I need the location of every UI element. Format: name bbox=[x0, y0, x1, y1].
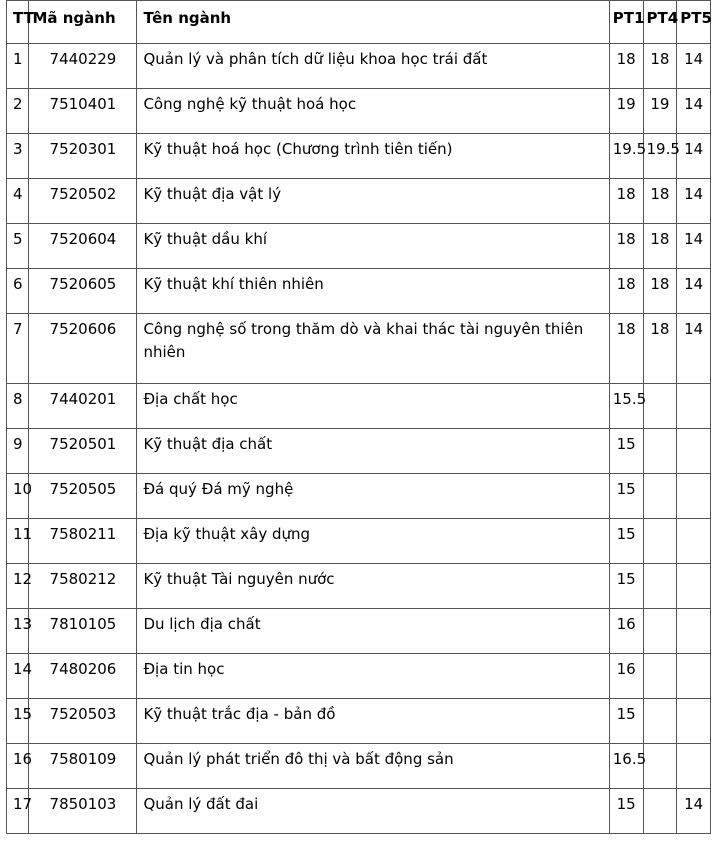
cell-code: 7520604 bbox=[29, 224, 137, 269]
cell-name: Địa kỹ thuật xây dựng bbox=[137, 519, 609, 564]
header-code: Mã ngành bbox=[29, 1, 137, 44]
cell-name: Đá quý Đá mỹ nghệ bbox=[137, 474, 609, 519]
cell-pt5 bbox=[677, 519, 711, 564]
table-row bbox=[7, 314, 711, 384]
table-row bbox=[7, 654, 711, 699]
cell-tt: 15 bbox=[7, 699, 29, 744]
cell-pt1: 15 bbox=[609, 519, 643, 564]
cell-pt4 bbox=[643, 609, 677, 654]
cell-pt5 bbox=[677, 384, 711, 429]
table-row bbox=[7, 134, 711, 179]
cell-pt1: 16.5 bbox=[609, 744, 643, 789]
cell-pt1: 18 bbox=[609, 224, 643, 269]
cell-tt: 10 bbox=[7, 474, 29, 519]
cell-tt: 8 bbox=[7, 384, 29, 429]
cell-code: 7520501 bbox=[29, 429, 137, 474]
cell-pt1: 16 bbox=[609, 609, 643, 654]
header-name: Tên ngành bbox=[137, 1, 609, 44]
cell-code: 7580212 bbox=[29, 564, 137, 609]
cell-tt: 16 bbox=[7, 744, 29, 789]
cell-pt1: 15 bbox=[609, 789, 643, 834]
cell-name: Quản lý và phân tích dữ liệu khoa học trái đất bbox=[137, 44, 609, 89]
cell-pt4: 18 bbox=[643, 269, 677, 314]
cell-pt5: 14 bbox=[677, 89, 711, 134]
cell-pt1: 15.5 bbox=[609, 384, 643, 429]
header-pt4: PT4 bbox=[643, 1, 677, 44]
cell-name: Công nghệ số trong thăm dò và khai thác tài nguyên thiên nhiên bbox=[137, 314, 609, 384]
cell-tt: 12 bbox=[7, 564, 29, 609]
cell-pt5: 14 bbox=[677, 179, 711, 224]
cell-tt: 4 bbox=[7, 179, 29, 224]
cell-pt4: 18 bbox=[643, 179, 677, 224]
cell-tt: 7 bbox=[7, 314, 29, 384]
table-body bbox=[7, 44, 711, 834]
cell-name: Quản lý phát triển đô thị và bất động sản bbox=[137, 744, 609, 789]
cell-pt1: 18 bbox=[609, 314, 643, 384]
table-row bbox=[7, 224, 711, 269]
cell-pt4 bbox=[643, 744, 677, 789]
cell-pt5: 14 bbox=[677, 44, 711, 89]
cell-tt: 6 bbox=[7, 269, 29, 314]
cell-tt: 3 bbox=[7, 134, 29, 179]
cell-code: 7520605 bbox=[29, 269, 137, 314]
cell-pt5: 14 bbox=[677, 224, 711, 269]
header-pt1: PT1 bbox=[609, 1, 643, 44]
cell-pt4 bbox=[643, 429, 677, 474]
cell-pt5: 14 bbox=[677, 314, 711, 384]
table-row bbox=[7, 269, 711, 314]
cell-pt1: 19.5 bbox=[609, 134, 643, 179]
cell-pt1: 15 bbox=[609, 564, 643, 609]
cell-pt4 bbox=[643, 789, 677, 834]
cell-pt4: 19 bbox=[643, 89, 677, 134]
cell-name: Quản lý đất đai bbox=[137, 789, 609, 834]
cell-pt5: 14 bbox=[677, 134, 711, 179]
cell-tt: 14 bbox=[7, 654, 29, 699]
table-row bbox=[7, 179, 711, 224]
cell-code: 7520301 bbox=[29, 134, 137, 179]
cell-pt4 bbox=[643, 654, 677, 699]
cell-name: Du lịch địa chất bbox=[137, 609, 609, 654]
cell-tt: 13 bbox=[7, 609, 29, 654]
cell-pt4 bbox=[643, 474, 677, 519]
cell-name: Kỹ thuật Tài nguyên nước bbox=[137, 564, 609, 609]
header-pt5: PT5 bbox=[677, 1, 711, 44]
cell-code: 7440229 bbox=[29, 44, 137, 89]
cell-name: Kỹ thuật hoá học (Chương trình tiên tiến) bbox=[137, 134, 609, 179]
cell-pt1: 16 bbox=[609, 654, 643, 699]
cell-pt1: 18 bbox=[609, 44, 643, 89]
cell-code: 7440201 bbox=[29, 384, 137, 429]
cell-pt4 bbox=[643, 384, 677, 429]
cell-pt4: 18 bbox=[643, 314, 677, 384]
cell-name: Địa tin học bbox=[137, 654, 609, 699]
cell-pt5 bbox=[677, 744, 711, 789]
cell-code: 7520502 bbox=[29, 179, 137, 224]
table-row bbox=[7, 789, 711, 834]
cell-code: 7480206 bbox=[29, 654, 137, 699]
cell-code: 7580109 bbox=[29, 744, 137, 789]
cell-pt5 bbox=[677, 429, 711, 474]
cell-pt5: 14 bbox=[677, 789, 711, 834]
cell-name: Kỹ thuật địa vật lý bbox=[137, 179, 609, 224]
cell-name: Công nghệ kỹ thuật hoá học bbox=[137, 89, 609, 134]
cell-pt4: 19.5 bbox=[643, 134, 677, 179]
cell-pt1: 18 bbox=[609, 179, 643, 224]
header-tt: TT bbox=[7, 1, 29, 44]
cell-pt5 bbox=[677, 699, 711, 744]
table-row bbox=[7, 384, 711, 429]
cell-tt: 11 bbox=[7, 519, 29, 564]
table-row bbox=[7, 429, 711, 474]
cell-name: Kỹ thuật địa chất bbox=[137, 429, 609, 474]
cell-pt5 bbox=[677, 654, 711, 699]
cell-tt: 5 bbox=[7, 224, 29, 269]
table-header-row bbox=[7, 1, 711, 44]
cell-code: 7580211 bbox=[29, 519, 137, 564]
table-row bbox=[7, 564, 711, 609]
cell-pt4: 18 bbox=[643, 224, 677, 269]
cell-name: Kỹ thuật khí thiên nhiên bbox=[137, 269, 609, 314]
cell-code: 7520505 bbox=[29, 474, 137, 519]
cell-code: 7520606 bbox=[29, 314, 137, 384]
table-row bbox=[7, 474, 711, 519]
cell-tt: 17 bbox=[7, 789, 29, 834]
table-row bbox=[7, 609, 711, 654]
cell-pt4: 18 bbox=[643, 44, 677, 89]
cell-name: Kỹ thuật trắc địa - bản đồ bbox=[137, 699, 609, 744]
cell-pt5 bbox=[677, 564, 711, 609]
cell-name: Địa chất học bbox=[137, 384, 609, 429]
cell-tt: 1 bbox=[7, 44, 29, 89]
cell-code: 7850103 bbox=[29, 789, 137, 834]
cell-pt5 bbox=[677, 609, 711, 654]
cell-name: Kỹ thuật dầu khí bbox=[137, 224, 609, 269]
table-row bbox=[7, 699, 711, 744]
cell-tt: 9 bbox=[7, 429, 29, 474]
table-row bbox=[7, 744, 711, 789]
cell-pt5 bbox=[677, 474, 711, 519]
table-row bbox=[7, 519, 711, 564]
cell-pt1: 15 bbox=[609, 699, 643, 744]
cell-pt4 bbox=[643, 699, 677, 744]
table-row bbox=[7, 89, 711, 134]
cell-pt1: 15 bbox=[609, 474, 643, 519]
cell-pt5: 14 bbox=[677, 269, 711, 314]
table-row bbox=[7, 44, 711, 89]
cell-code: 7520503 bbox=[29, 699, 137, 744]
cell-pt1: 18 bbox=[609, 269, 643, 314]
cell-pt4 bbox=[643, 564, 677, 609]
cell-code: 7810105 bbox=[29, 609, 137, 654]
cell-tt: 2 bbox=[7, 89, 29, 134]
cell-code: 7510401 bbox=[29, 89, 137, 134]
cell-pt4 bbox=[643, 519, 677, 564]
cell-pt1: 15 bbox=[609, 429, 643, 474]
admission-scores-table bbox=[6, 0, 711, 834]
cell-pt1: 19 bbox=[609, 89, 643, 134]
